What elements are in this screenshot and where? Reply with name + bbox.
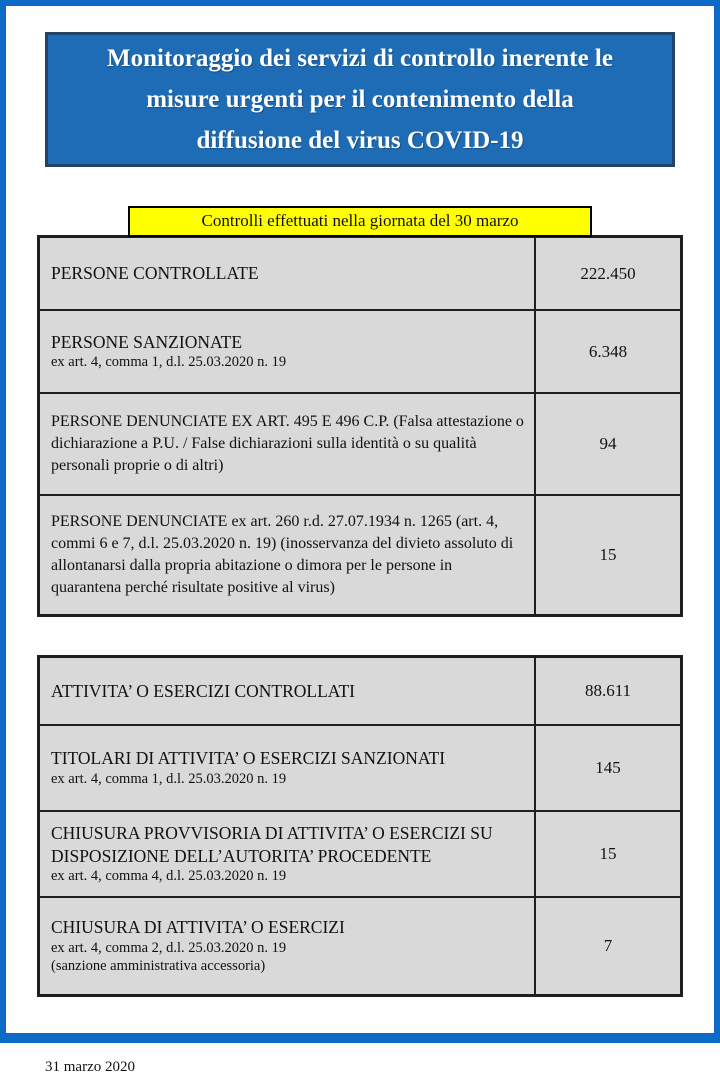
row-value: 6.348 xyxy=(535,310,682,393)
row-value: 94 xyxy=(535,393,682,495)
row-sub-label: ex art. 4, comma 1, d.l. 25.03.2020 n. 19 xyxy=(51,354,287,371)
table-row xyxy=(39,811,682,897)
table-row xyxy=(39,657,682,726)
footer-date: 31 marzo 2020 xyxy=(45,1059,135,1075)
page-title-line-2: misure urgenti per il contenimento della xyxy=(146,86,574,113)
date-banner: Controlli effettuati nella giornata del 30 marzo xyxy=(128,206,592,237)
table-row xyxy=(39,495,682,616)
row-value: 15 xyxy=(535,495,682,616)
table-row xyxy=(39,310,682,393)
row-label: PERSONE CONTROLLATE xyxy=(51,263,259,284)
table-row xyxy=(39,393,682,495)
attivita-table xyxy=(37,655,683,997)
page-title-line-1: Monitoraggio dei servizi di controllo inerente le xyxy=(107,45,613,72)
row-sub-label: ex art. 4, comma 4, d.l. 25.03.2020 n. 19 xyxy=(51,868,287,885)
row-label: TITOLARI DI ATTIVITA’ O ESERCIZI SANZIONATI xyxy=(51,748,446,769)
row-value: 7 xyxy=(535,897,682,996)
table-row xyxy=(39,725,682,811)
row-label: CHIUSURA PROVVISORIA DI ATTIVITA’ O ESERCIZI SU DISPOSIZIONE DELL’AUTORITA’ PROCEDENTE xyxy=(51,822,493,866)
table-row xyxy=(39,237,682,311)
row-value: 15 xyxy=(535,811,682,897)
row-label: ATTIVITA’ O ESERCIZI CONTROLLATI xyxy=(51,680,355,701)
row-label: PERSONE DENUNCIATE ex art. 260 r.d. 27.07.1934 n. 1265 (art. 4, commi 6 e 7, d.l. 25.03.2020 n. 19) (inosservanza del divieto assoluto di allontanarsi dalla propria abitazione o dimora per le persone in quarantena perché risultate positive al virus) xyxy=(51,512,514,597)
row-sub-label: ex art. 4, comma 1, d.l. 25.03.2020 n. 19 xyxy=(51,770,287,787)
row-value: 222.450 xyxy=(535,237,682,311)
table-row xyxy=(39,897,682,996)
row-value: 88.611 xyxy=(535,657,682,726)
row-label: PERSONE DENUNCIATE EX ART. 495 E 496 C.P. (Falsa attestazione o dichiarazione a P.U. / False dichiarazioni sulla identità o su qualità personali proprie o di altri) xyxy=(51,412,524,475)
row-label: PERSONE SANZIONATE xyxy=(51,331,243,352)
persone-table xyxy=(37,235,683,617)
row-value: 145 xyxy=(535,725,682,811)
row-label: CHIUSURA DI ATTIVITA’ O ESERCIZI xyxy=(51,916,345,937)
title-box xyxy=(45,32,675,167)
page-title-line-3: diffusione del virus COVID-19 xyxy=(196,127,524,154)
row-sub-label: ex art. 4, comma 2, d.l. 25.03.2020 n. 19 xyxy=(51,939,287,956)
row-sub-label: (sanzione amministrativa accessoria) xyxy=(51,958,266,975)
